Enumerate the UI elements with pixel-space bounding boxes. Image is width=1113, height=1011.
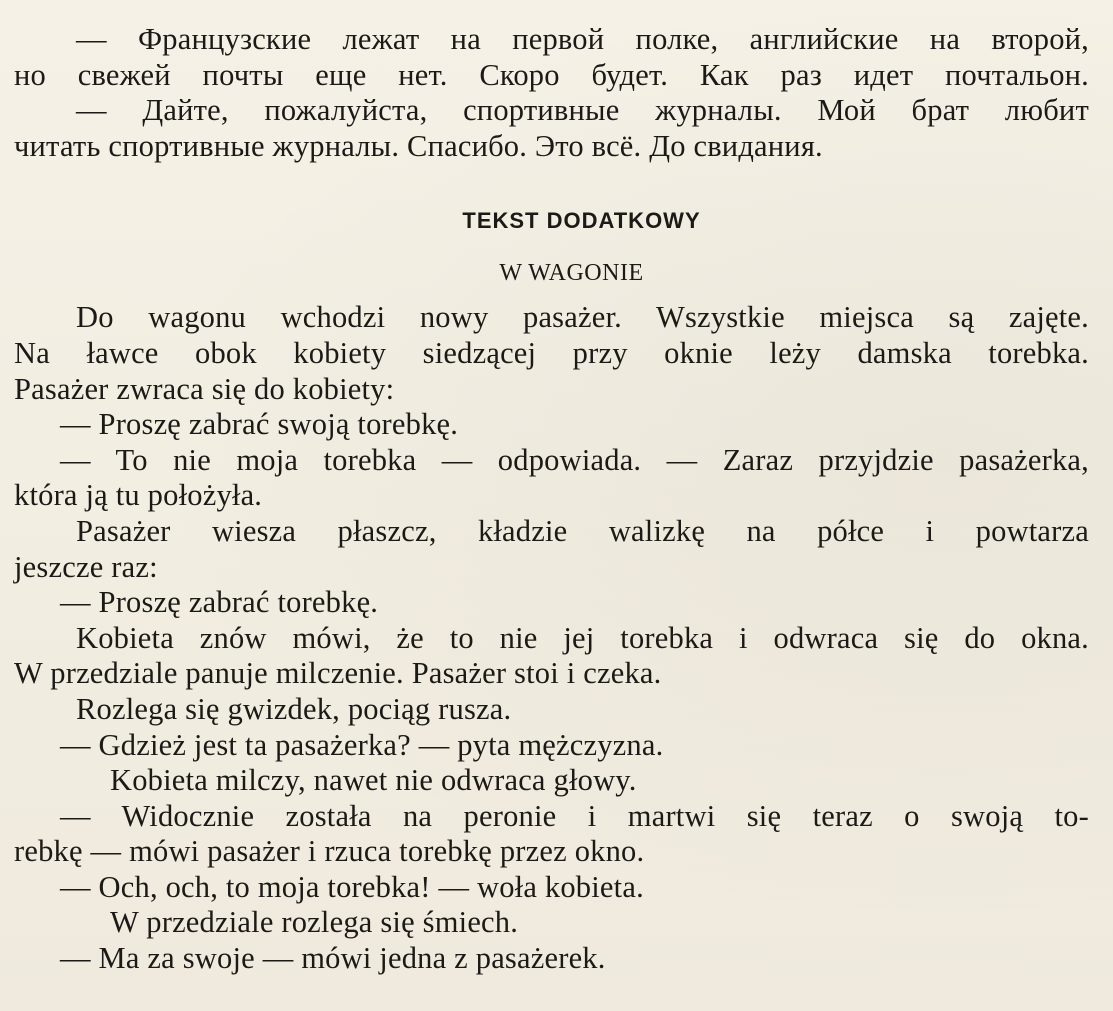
text-line-5: — To nie moja torebka — odpowiada. — Zaraz przyjdzie pasażerka, <box>60 442 1089 477</box>
text-line-10: Kobieta znów mówi, że to nie jej torebka i odwraca się do okna. <box>76 620 1089 655</box>
text-line-9: — Proszę zabrać torebkę. <box>60 585 379 620</box>
text-line-19: — Ma za swoje — mówi jedna z pasażerek. <box>60 941 606 976</box>
text-line-17: — Och, och, to moja torebka! — woła kobieta. <box>60 869 644 904</box>
text-line-15: — Widocznie została na peronie i martwi się teraz o swoją to- <box>60 798 1089 833</box>
text-line-3: Pasażer zwraca się do kobiety: <box>14 371 395 406</box>
text-line-6: która ją tu położyła. <box>14 478 263 513</box>
text-line-1: Do wagonu wchodzi nowy pasażer. Wszystkie miejsca są zajęte. <box>76 300 1089 335</box>
text-line-2: Na ławce obok kobiety siedzącej przy oknie leży damska torebka. <box>14 335 1089 370</box>
text-line-18: W przedziale rozlega się śmiech. <box>110 905 519 940</box>
text-line-16: rebkę — mówi pasażer i rzuca torebkę przez okno. <box>14 834 645 869</box>
text-line-4: — Proszę zabrać swoją torebkę. <box>60 407 459 442</box>
text-line-13: — Gdzież jest ta pasażerka? — pyta mężczyzna. <box>60 727 664 762</box>
dialogue-line-3: — Дайте, пожалуйста, спортивные журналы. Мой брат любит <box>76 93 1089 128</box>
dialogue-line-1: — Французские лежат на первой полке, английские на второй, <box>76 22 1089 56</box>
dialogue-line-4: читать спортивные журналы. Спасибо. Это всё. До свидания. <box>14 128 823 163</box>
text-line-14: Kobieta milczy, nawet nie odwraca głowy. <box>110 763 637 798</box>
text-line-8: jeszcze raz: <box>14 549 158 584</box>
text-line-7: Pasażer wiesza płaszcz, kładzie walizkę na półce i powtarza <box>76 513 1089 548</box>
text-line-12: Rozlega się gwizdek, pociąg rusza. <box>76 691 512 726</box>
section-heading: TEKST DODATKOWY <box>462 208 701 234</box>
text-title: W WAGONIE <box>499 260 644 287</box>
dialogue-line-2: но свежей почты еще нет. Скоро будет. Как раз идет почтальон. <box>14 57 1089 92</box>
text-line-11: W przedziale panuje milczenie. Pasażer stoi i czeka. <box>14 656 662 691</box>
